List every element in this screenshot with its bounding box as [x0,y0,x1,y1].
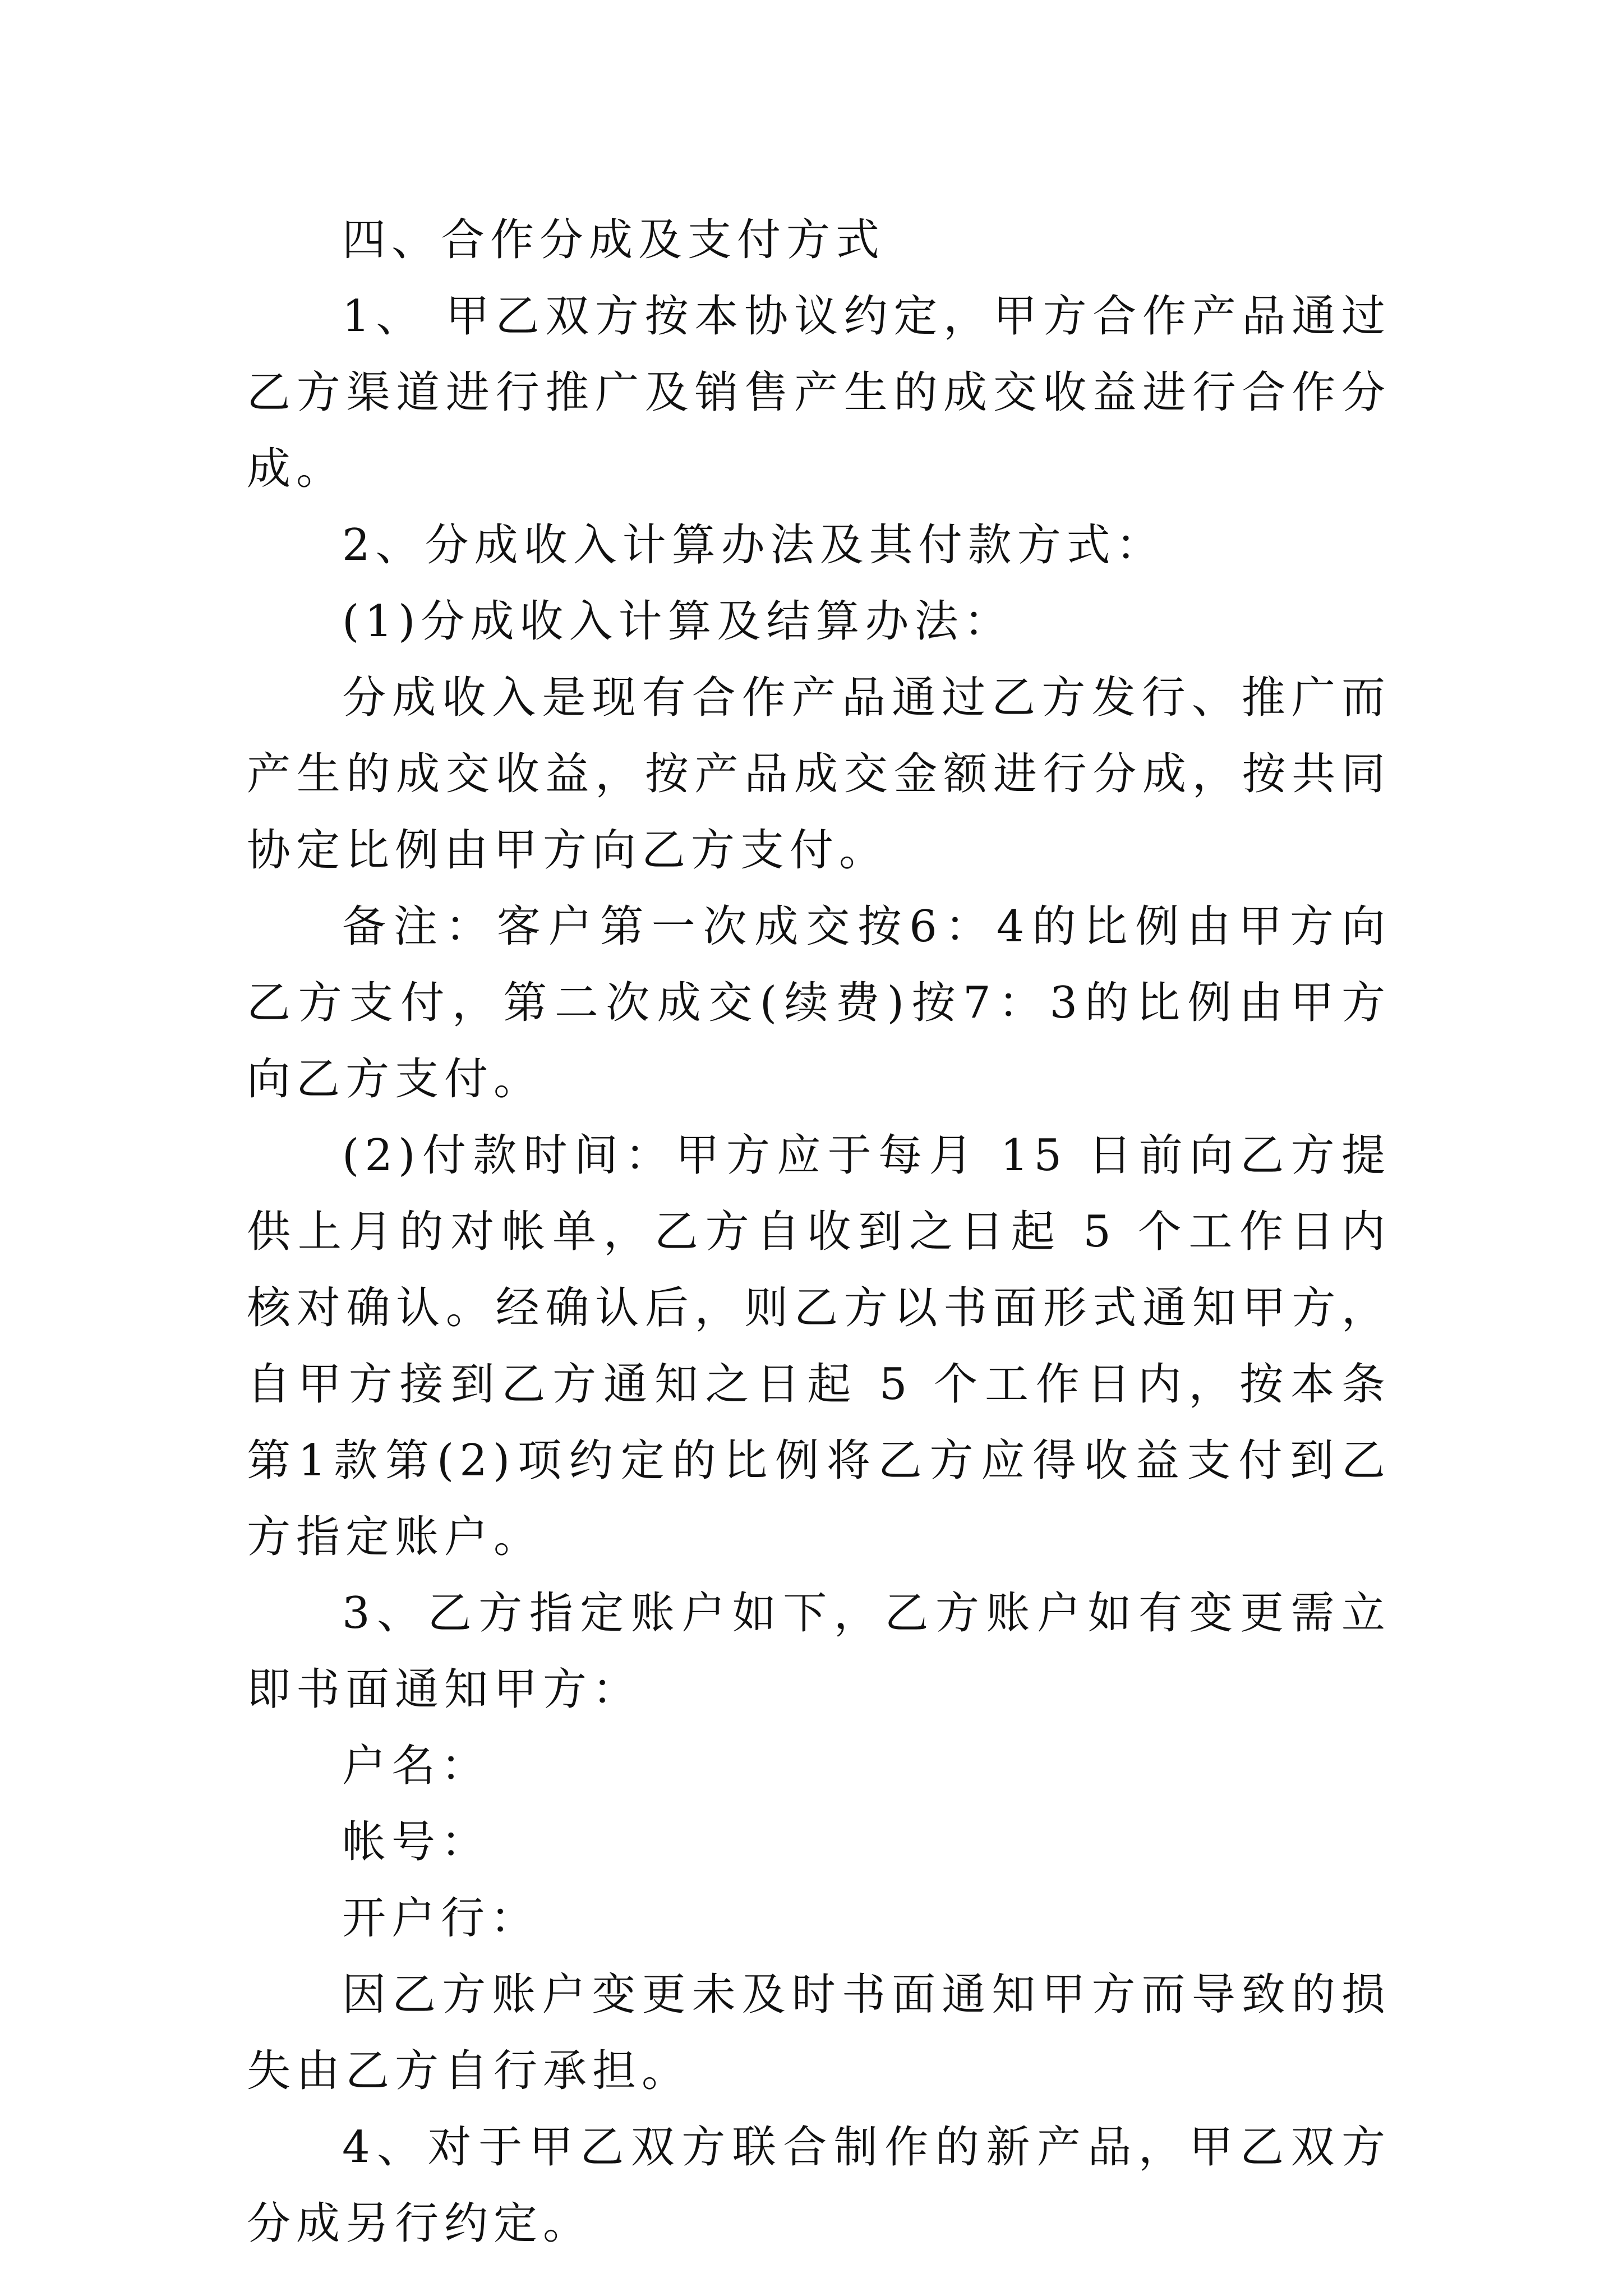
bank-label: 开户行： [342,1893,540,1944]
paragraph-8: 因乙方账户变更未及时书面通知甲方而导致的损失由乙方自行承担。 [247,1970,1391,2096]
paragraph-2: 2、分成收入计算办法及其付款方式： [342,520,1165,570]
paragraph-9: 4、对于甲乙双方联合制作的新产品，甲乙双方分成另行约定。 [247,2122,1391,2249]
document-page [247,202,1391,2262]
paragraph-3: (1)分成收入计算及结算办法： [342,596,1013,647]
paragraph-4: 分成收入是现有合作产品通过乙方发行、推广而产生的成交收益，按产品成交金额进行分成，按共同协定比例由甲方向乙方支付。 [247,673,1391,876]
paragraph-6: (2)付款时间：甲方应于每月 15 日前向乙方提供上月的对帐单，乙方自收到之日起 5 个工作日内核对确认。经确认后，则乙方以书面形式通知甲方，自甲方接到乙方通知之日起 5 个工作日内，按本条第1款第(2)项约定的比例将乙方应得收益支付到乙方指定账户。 [247,1130,1391,1562]
account-number-label: 帐号： [342,1817,491,1867]
paragraph-7: 3、乙方指定账户如下，乙方账户如有变更需立即书面通知甲方： [247,1588,1391,1715]
paragraph-1: 1、 甲乙双方按本协议约定，甲方合作产品通过乙方渠道进行推广及销售产生的成交收益进行合作分成。 [247,291,1391,494]
paragraph-5: 备注：客户第一次成交按6：4的比例由甲方向乙方支付，第二次成交(续费)按7：3的比例由甲方向乙方支付。 [247,901,1391,1105]
section-heading: 四、合作分成及支付方式 [342,215,886,265]
account-name-label: 户名： [342,1741,491,1791]
